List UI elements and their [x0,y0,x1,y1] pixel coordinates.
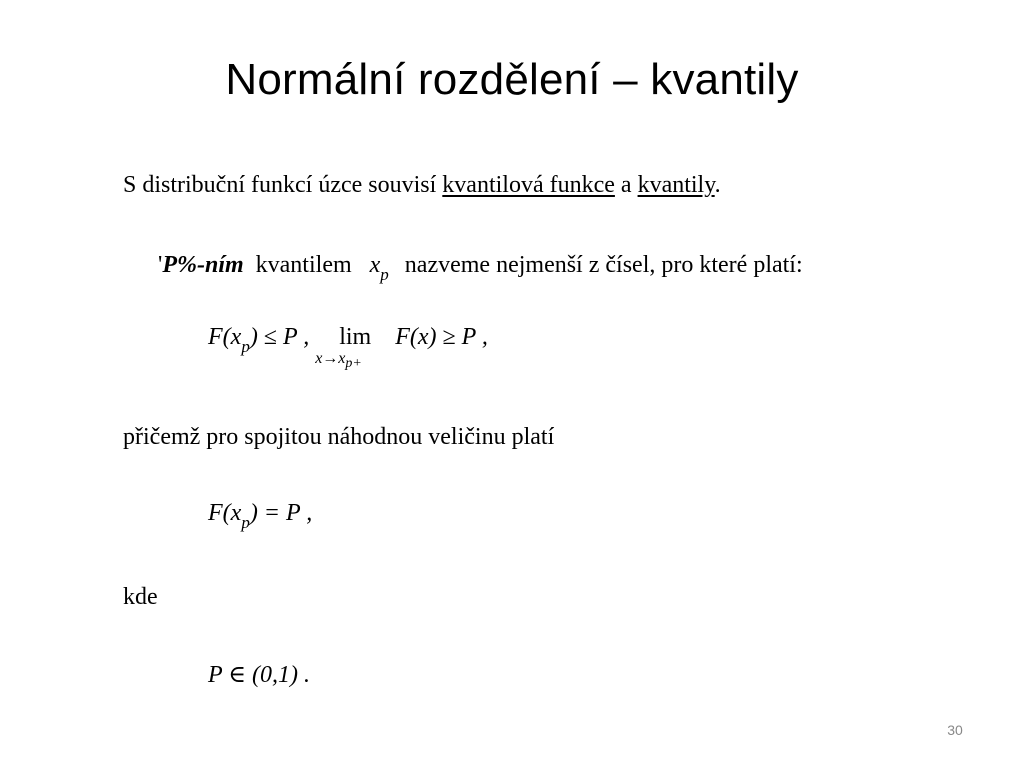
formula2-rhs: ) = P , [249,500,313,526]
formula-interval: P ∈ (0,1) . [208,662,310,688]
formula1-lhs-end: ) ≤ P , [249,324,310,350]
formula2-lhs-subscript: p [241,513,250,532]
formula-equality [208,498,312,530]
definition-line [158,250,803,282]
definition-variable: x [369,252,381,278]
intro-suffix: . [714,172,721,198]
slide-title: Normální rozdělení – kvantily [225,55,799,104]
kde-text: kde [123,584,158,610]
formula1-limit [315,322,387,371]
formula1-rhs: F(x) ≥ P , [395,324,488,350]
formula1-lim-word: lim [339,324,372,350]
quantiles-term: kvantily [637,172,715,198]
formula1-lim-under [315,344,362,375]
definition-term: P%-ním [162,252,244,278]
quantile-function-term: kvantilová funkce [442,172,615,198]
formula1-lhs-subscript: p [241,337,250,356]
intro-sentence [123,170,721,200]
definition-rest: nazveme nejmenší z čísel, pro které platí: [404,252,803,278]
continuous-sentence: přičemž pro spojitou náhodnou veličinu platí [123,424,555,450]
definition-kvantilem: kvantilem [255,252,352,278]
definition-quote: ' [158,252,163,278]
formula1-lim-under-text: x→x [315,350,346,367]
formula2-lhs: F(x [208,500,242,526]
intro-middle: a [614,172,638,198]
formula1-lim-under-subscript: p+ [345,356,362,371]
formula1-lhs: F(x [208,324,242,350]
page-number: 30 [947,722,963,738]
formula-inequalities [208,322,488,371]
definition-variable-subscript: p [380,265,389,284]
intro-prefix: S distribuční funkcí úzce souvisí [123,172,443,198]
